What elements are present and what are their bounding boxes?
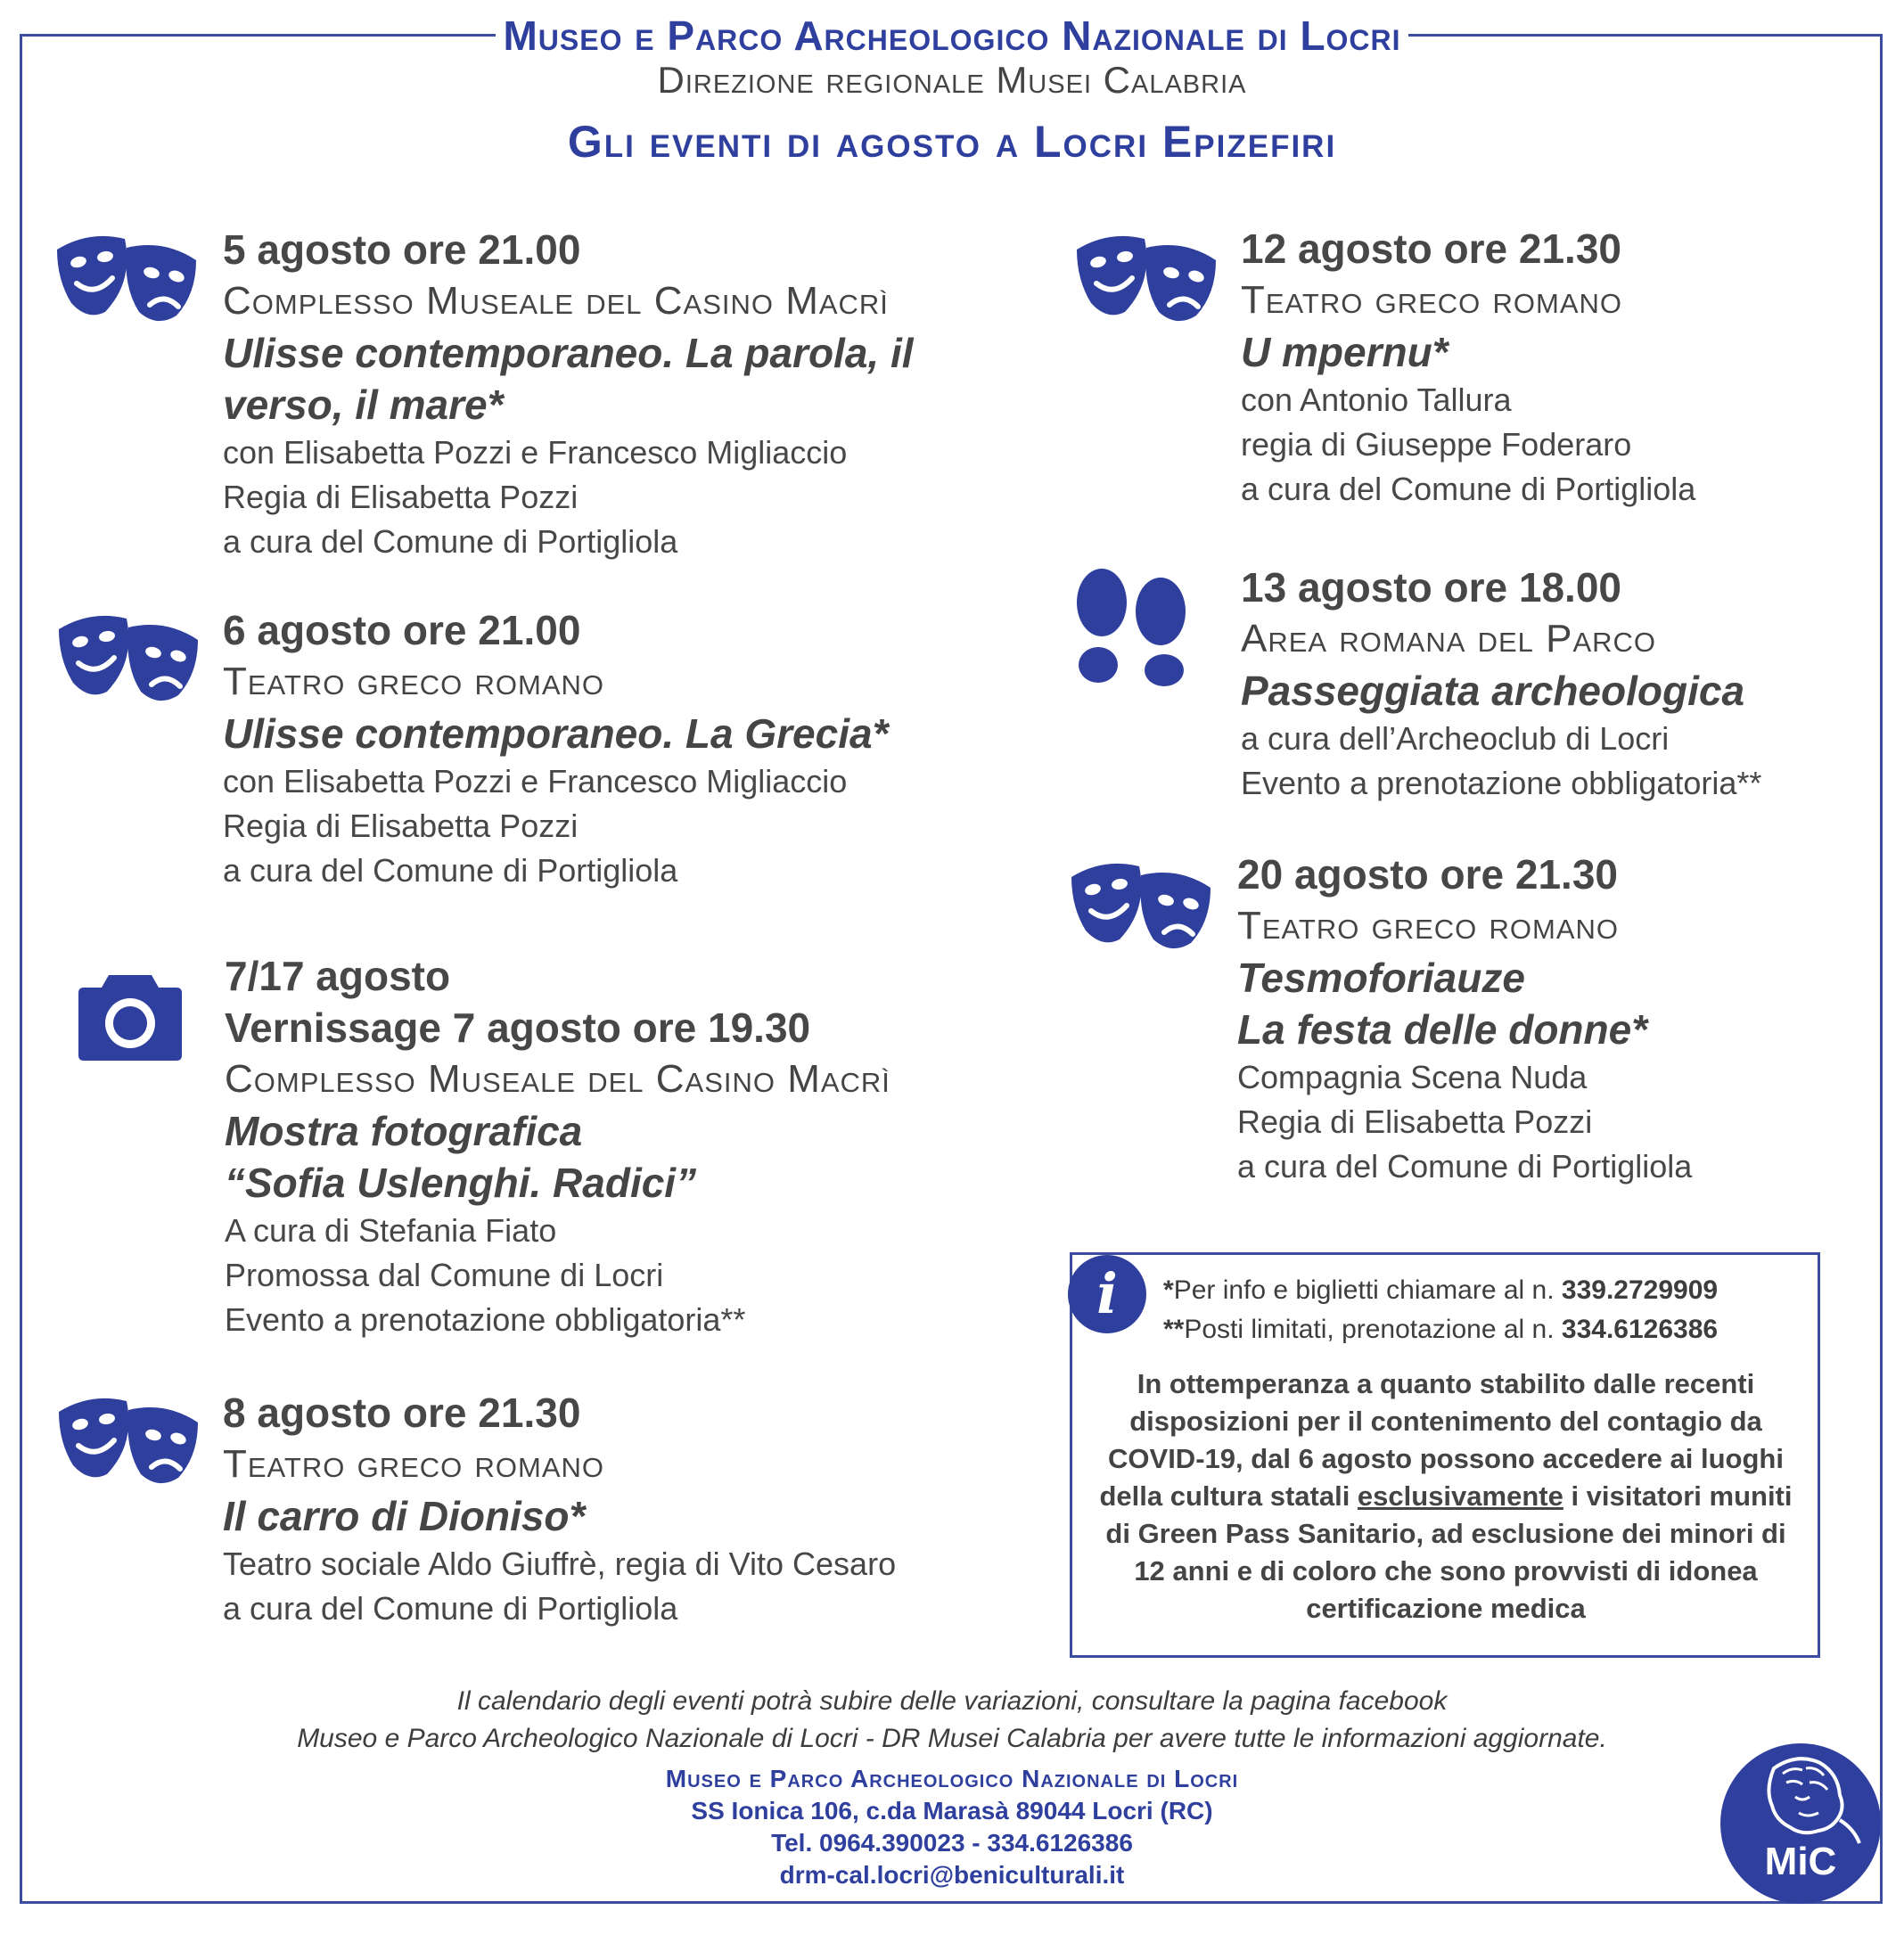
event-venue: Area romana del Parco bbox=[1241, 617, 1657, 660]
event-8-agosto bbox=[223, 1387, 1025, 1631]
mic-logo bbox=[1720, 1743, 1881, 1904]
event-cast: con Antonio Tallura bbox=[1241, 381, 1512, 418]
event-6-agosto bbox=[223, 604, 1025, 893]
event-5-agosto bbox=[223, 224, 1025, 564]
info-note-text: Posti limitati, prenotazione al n. bbox=[1184, 1315, 1562, 1344]
event-venue: Teatro greco romano bbox=[223, 660, 604, 703]
event-title-continued: “Sofia Uslenghi. Radici” bbox=[225, 1160, 697, 1206]
event-cast: con Elisabetta Pozzi e Francesco Migliaccio bbox=[223, 763, 848, 799]
info-notes bbox=[1163, 1271, 1718, 1349]
theater-masks-icon bbox=[52, 230, 201, 328]
event-date: 6 agosto ore 21.00 bbox=[223, 607, 581, 653]
event-director: regia di Giuseppe Foderaro bbox=[1241, 426, 1632, 463]
event-date: 7/17 agosto bbox=[225, 953, 451, 999]
event-venue: Teatro greco romano bbox=[1241, 278, 1622, 322]
event-organizer: a cura del Comune di Portigliola bbox=[223, 523, 678, 560]
event-12-agosto bbox=[1241, 223, 1904, 512]
event-cast: con Elisabetta Pozzi e Francesco Migliaccio bbox=[223, 434, 848, 471]
event-date: 13 agosto ore 18.00 bbox=[1241, 564, 1621, 611]
disclaimer-line: Museo e Parco Archeologico Nazionale di Locri - DR Musei Calabria per avere tutte le informazioni aggiornate. bbox=[297, 1724, 1607, 1753]
info-note-text: Per info e biglietti chiamare al n. bbox=[1173, 1275, 1562, 1305]
event-7-17-agosto bbox=[225, 950, 1027, 1342]
event-title: U mpernu* bbox=[1241, 329, 1449, 375]
event-title: Tesmoforiauze bbox=[1237, 955, 1525, 1001]
theater-masks-icon bbox=[53, 1392, 203, 1490]
theater-masks-icon bbox=[1071, 230, 1221, 328]
mic-logo-text: MiC bbox=[1764, 1840, 1837, 1883]
covid-text: possono accedere ai luoghi della cultura statali bbox=[1099, 1443, 1784, 1512]
covid-text: In ottemperanza a quanto stabilito dalle recenti disposizioni per il contenimento del contagio da COVID-19, dal bbox=[1108, 1368, 1762, 1474]
event-venue: Complesso Museale del Casino Macrì bbox=[223, 279, 889, 323]
covid-date: 6 agosto bbox=[1298, 1443, 1413, 1474]
event-title: Il carro di Dioniso* bbox=[223, 1493, 586, 1539]
event-date: 12 agosto ore 21.30 bbox=[1241, 225, 1621, 272]
museum-title bbox=[0, 7, 1904, 64]
footer-email[interactable]: drm-cal.locri@beniculturali.it bbox=[779, 1861, 1125, 1889]
event-organizer: a cura del Comune di Portigliola bbox=[1237, 1148, 1693, 1185]
event-director: Regia di Elisabetta Pozzi bbox=[1237, 1103, 1593, 1140]
booking-phone: 334.6126386 bbox=[1561, 1315, 1719, 1344]
event-organizer: a cura del Comune di Portigliola bbox=[223, 852, 678, 889]
event-venue: Teatro greco romano bbox=[223, 1442, 604, 1486]
event-title: Ulisse contemporaneo. La Grecia* bbox=[223, 710, 889, 757]
event-organizer: a cura del Comune di Portigliola bbox=[1241, 471, 1696, 507]
direction-subtitle: Direzione regionale Musei Calabria bbox=[657, 59, 1247, 101]
info-note-booking bbox=[1163, 1310, 1718, 1349]
event-director: Regia di Elisabetta Pozzi bbox=[223, 479, 579, 515]
event-promoter: Promossa dal Comune di Locri bbox=[225, 1257, 664, 1293]
event-title-continued: La festa delle donne* bbox=[1237, 1006, 1648, 1053]
disclaimer-line: Il calendario degli eventi potrà subire delle variazioni, consultare la pagina facebook bbox=[456, 1686, 1448, 1716]
event-date: 8 agosto ore 21.30 bbox=[223, 1390, 581, 1436]
camera-icon bbox=[77, 968, 184, 1062]
covid-notice bbox=[1089, 1365, 1802, 1628]
disclaimer bbox=[0, 1683, 1904, 1758]
event-organizer: a cura dell’Archeoclub di Locri bbox=[1241, 720, 1670, 757]
footprints-icon bbox=[1068, 567, 1194, 686]
event-booking-note: Evento a prenotazione obbligatoria** bbox=[225, 1301, 746, 1338]
event-cast: Teatro sociale Aldo Giuffrè, regia di Vito Cesaro bbox=[223, 1546, 897, 1582]
event-booking-note: Evento a prenotazione obbligatoria** bbox=[1241, 765, 1762, 801]
footer-museum-name: Museo e Parco Archeologico Nazionale di Locri bbox=[665, 1765, 1239, 1792]
tickets-phone: 339.2729909 bbox=[1561, 1275, 1719, 1305]
museum-title-text: Museo e Parco Archeologico Nazionale di Locri bbox=[496, 12, 1407, 59]
covid-exclusive: esclusivamente bbox=[1357, 1480, 1563, 1512]
event-company: Compagnia Scena Nuda bbox=[1237, 1059, 1588, 1095]
footer-contacts bbox=[0, 1763, 1904, 1891]
event-vernissage: Vernissage 7 agosto ore 19.30 bbox=[225, 1004, 811, 1051]
asterisk-mark: * bbox=[1163, 1275, 1174, 1305]
footer-phone: Tel. 0964.390023 - 334.6126386 bbox=[771, 1829, 1133, 1857]
event-date: 5 agosto ore 21.00 bbox=[223, 226, 581, 273]
event-organizer: a cura del Comune di Portigliola bbox=[223, 1590, 678, 1627]
event-director: Regia di Elisabetta Pozzi bbox=[223, 808, 579, 844]
events-heading: Gli eventi di agosto a Locri Epizefiri bbox=[567, 117, 1337, 167]
info-note-tickets bbox=[1163, 1271, 1718, 1310]
info-icon: i bbox=[1068, 1255, 1146, 1333]
event-title-continued: verso, il mare* bbox=[223, 381, 504, 428]
event-title: Mostra fotografica bbox=[225, 1108, 583, 1154]
double-asterisk-mark: ** bbox=[1163, 1315, 1185, 1344]
event-13-agosto bbox=[1241, 562, 1904, 806]
theater-masks-icon bbox=[1066, 857, 1216, 955]
theater-masks-icon bbox=[53, 610, 203, 708]
event-20-agosto bbox=[1237, 849, 1904, 1189]
event-date: 20 agosto ore 21.30 bbox=[1237, 851, 1618, 898]
event-curator: A cura di Stefania Fiato bbox=[225, 1212, 557, 1249]
covid-green-pass: i visitatori muniti di Green Pass Sanitario bbox=[1105, 1480, 1793, 1549]
event-venue: Complesso Museale del Casino Macrì bbox=[225, 1057, 890, 1101]
event-title: Ulisse contemporaneo. La parola, il bbox=[223, 330, 914, 376]
covid-text: , ad esclusione dei minori di 12 anni e di coloro che sono provvisti di idonea certificazione medica bbox=[1134, 1518, 1786, 1624]
event-title: Passeggiata archeologica bbox=[1241, 668, 1745, 714]
footer-address: SS Ionica 106, c.da Marasà 89044 Locri (RC) bbox=[691, 1797, 1213, 1824]
event-venue: Teatro greco romano bbox=[1237, 904, 1619, 947]
